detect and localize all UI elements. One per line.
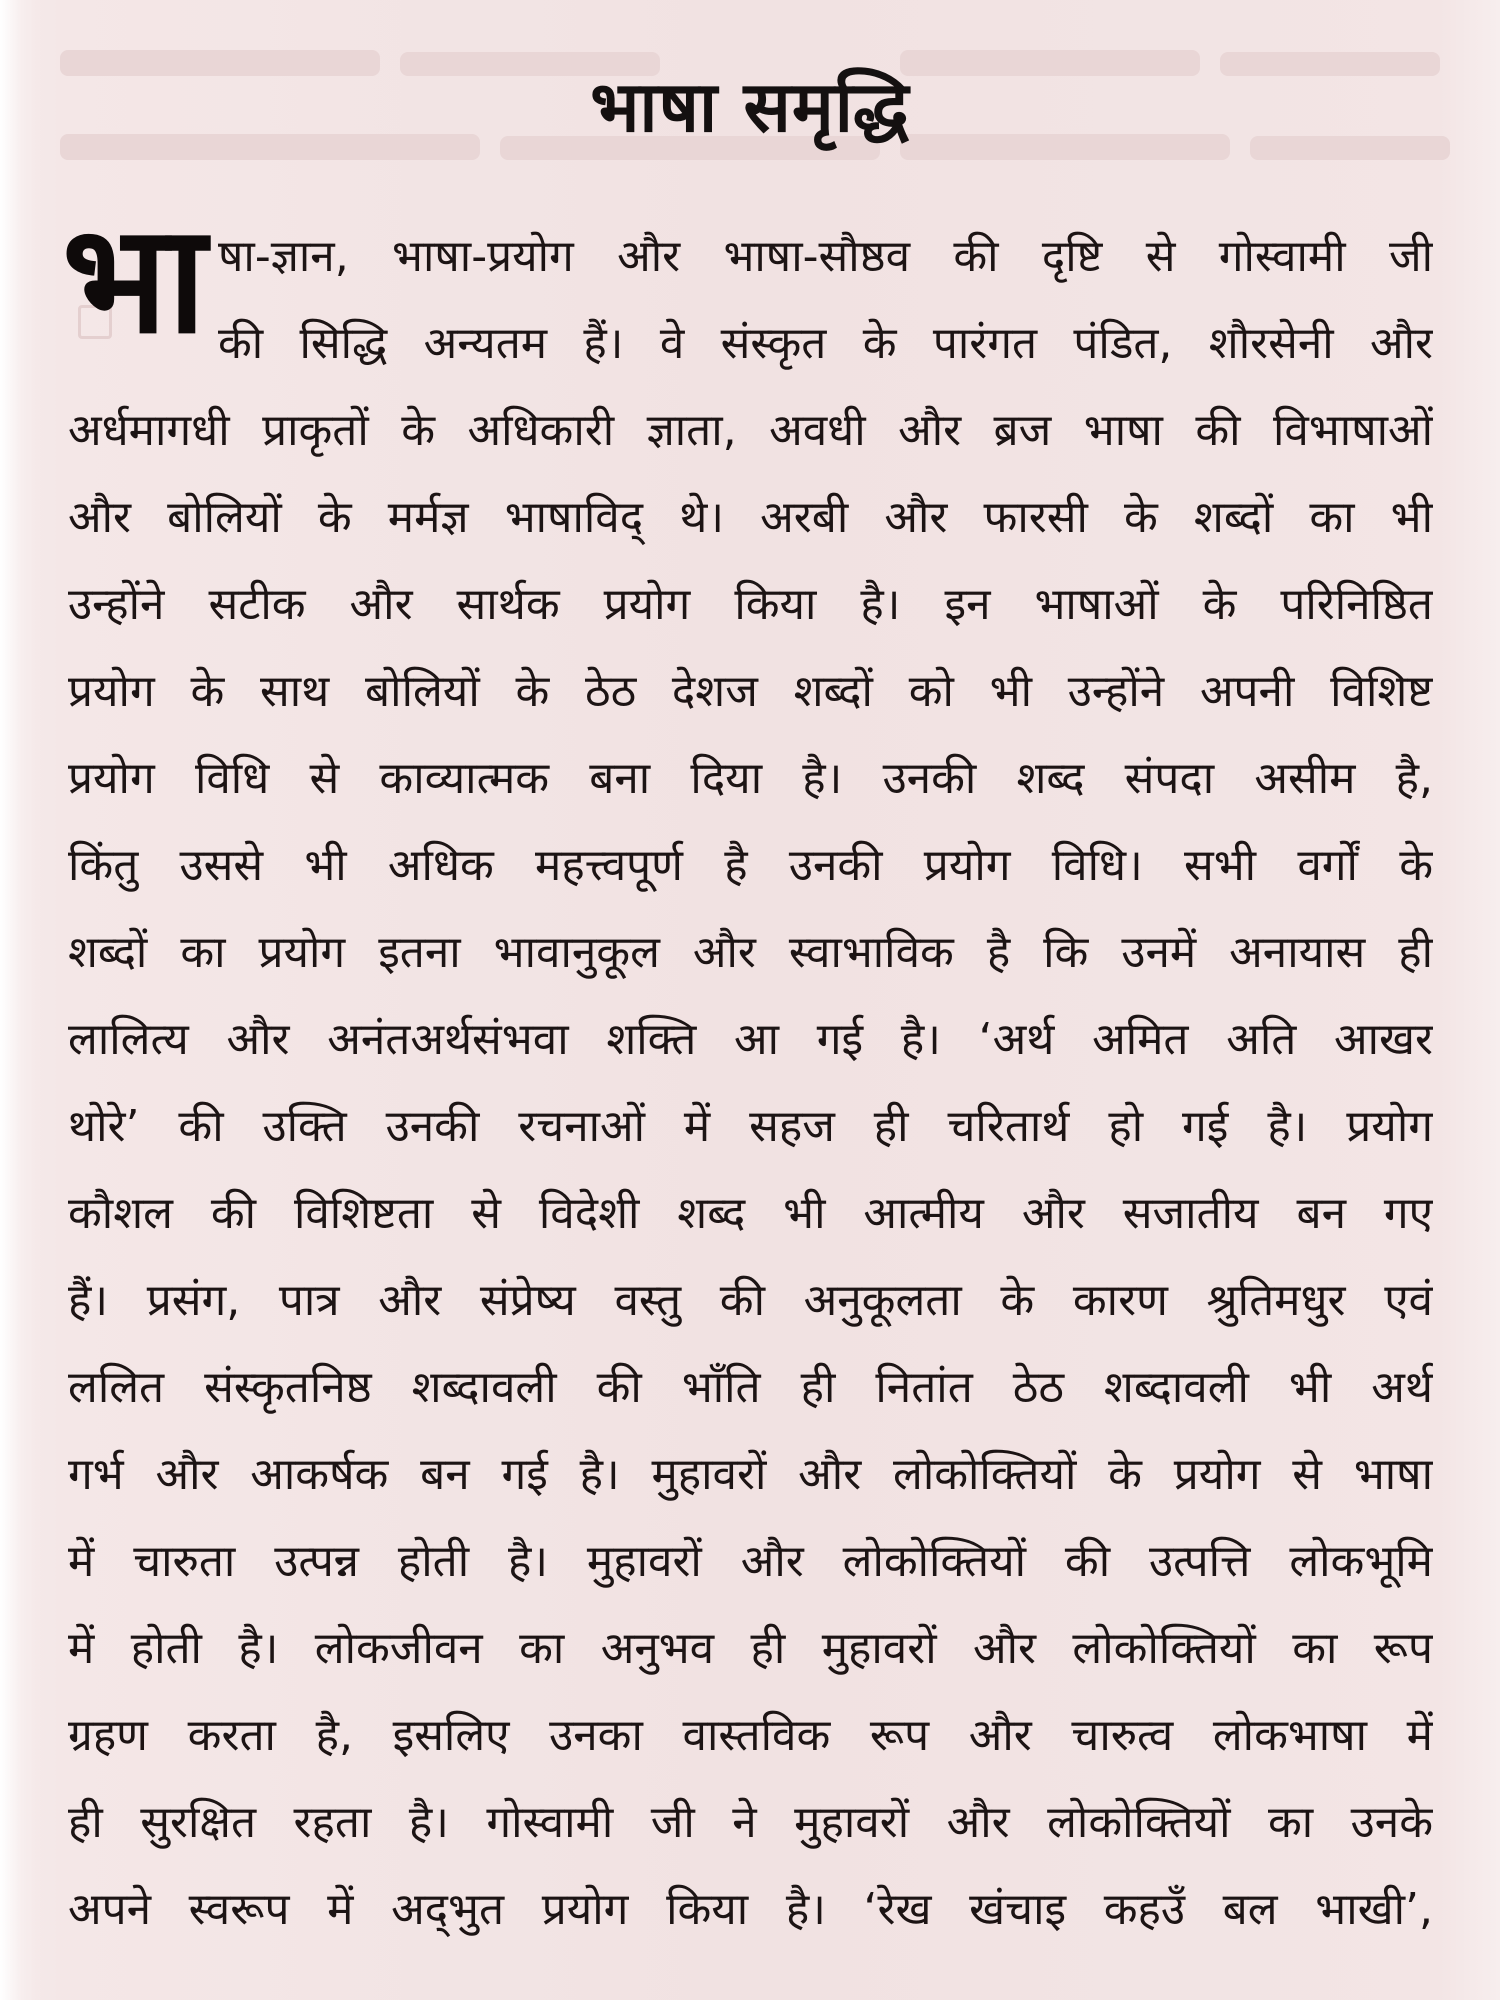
text-line: गर्भ और आकर्षक बन गई है। मुहावरों और लोकोक्तियों के प्रयोग से भाषा [68,1449,1433,1500]
text-line: शब्दों का प्रयोग इतना भावानुकूल और स्वाभाविक है कि उनमें अनायास ही [68,927,1433,978]
text-line: ग्रहण करता है, इसलिए उनका वास्तविक रूप और चारुत्व लोकभाषा में [68,1710,1433,1761]
drop-cap: भा [62,193,207,367]
text-line: ही सुरक्षित रहता है। गोस्वामी जी ने मुहावरों और लोकोक्तियों का उनके [68,1797,1433,1848]
text-line: में चारुता उत्पन्न होती है। मुहावरों और लोकोक्तियों की उत्पत्ति लोकभूमि [68,1536,1433,1587]
text-line: अपने स्वरूप में अद्‍भुत प्रयोग किया है। ‘रेख खंचाइ कहउँ बल भाखी’, [68,1884,1433,1935]
text-line: प्रयोग के साथ बोलियों के ठेठ देशज शब्दों को भी उन्होंने अपनी विशिष्ट [68,666,1433,717]
text-line: षा-ज्ञान, भाषा-प्रयोग और भाषा-सौष्ठव की दृष्टि से गोस्वामी जी [218,231,1433,282]
text-line: थोरे’ की उक्ति उनकी रचनाओं में सहज ही चरितार्थ हो गई है। प्रयोग [68,1101,1433,1152]
text-line: प्रयोग विधि से काव्यात्मक बना दिया है। उनकी शब्द संपदा असीम है, [68,753,1433,804]
text-line: ललित संस्कृतनिष्ठ शब्दावली की भाँति ही नितांत ठेठ शब्दावली भी अर्थ [68,1362,1433,1413]
text-line: लालित्य और अनंतअर्थसंभवा शक्ति आ गई है। ‘अर्थ अमित अति आखर [68,1014,1433,1065]
text-line: अर्धमागधी प्राकृतों के अधिकारी ज्ञाता, अवधी और ब्रज भाषा की विभाषाओं [68,405,1433,456]
text-line: कौशल की विशिष्टता से विदेशी शब्द भी आत्मीय और सजातीय बन गए [68,1188,1433,1239]
page-edge-shadow [0,0,36,2000]
page-title: भाषा समृद्धि [590,65,910,148]
text-line: उन्होंने सटीक और सार्थक प्रयोग किया है। इन भाषाओं के परिनिष्ठित [68,579,1433,630]
article-body [68,213,1433,1953]
text-line: और बोलियों के मर्मज्ञ भाषाविद् थे। अरबी और फारसी के शब्दों का भी [68,492,1433,543]
text-line: में होती है। लोकजीवन का अनुभव ही मुहावरों और लोकोक्तियों का रूप [68,1623,1433,1674]
text-line: हैं। प्रसंग, पात्र और संप्रेष्य वस्तु की अनुकूलता के कारण श्रुतिमधुर एवं [68,1275,1433,1326]
text-line: की सिद्धि अन्यतम हैं। वे संस्कृत के पारंगत पंडित, शौरसेनी और [218,318,1433,369]
text-line: किंतु उससे भी अधिक महत्त्वपूर्ण है उनकी प्रयोग विधि। सभी वर्गों के [68,840,1433,891]
